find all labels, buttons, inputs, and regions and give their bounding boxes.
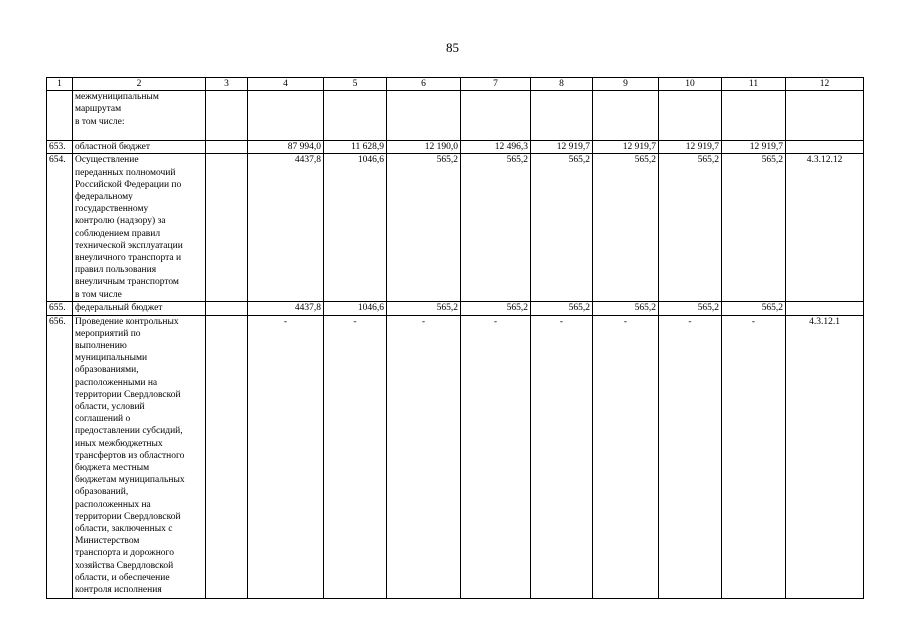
cell: [248, 91, 324, 141]
header-cell: 10: [659, 78, 722, 91]
cell: 12 919,7: [659, 141, 722, 154]
header-cell: 7: [461, 78, 531, 91]
cell: [786, 141, 864, 154]
cell: 565,2: [531, 302, 593, 315]
row-description: Проведение контрольных мероприятий по выполнению муниципальными образованиями, расположенными на территории Свердловской области, условий соглашений о предоставлении субсидий, иных межбюджетных трансфертов из областного бюджета местным бюджетам муниципальных образований, расположенных на территории Свердловской области, заключенных с Министерством транспорта и дорожного хозяйства Свердловской области, и обеспечение контроля исполнения: [73, 315, 206, 598]
cell: 565,2: [659, 154, 722, 302]
row-number: [47, 91, 73, 141]
header-cell: 9: [593, 78, 659, 91]
cell: 565,2: [659, 302, 722, 315]
cell: 87 994,0: [248, 141, 324, 154]
cell: 565,2: [531, 154, 593, 302]
cell: -: [659, 315, 722, 598]
row-number: 655.: [47, 302, 73, 315]
cell: 565,2: [593, 154, 659, 302]
table-row: [47, 141, 864, 154]
table-row: [47, 302, 864, 315]
page-number: 85: [446, 40, 459, 55]
header-cell: 12: [786, 78, 864, 91]
cell: [206, 302, 248, 315]
cell: -: [248, 315, 324, 598]
row-description: межмуниципальным маршрутам в том числе:: [73, 91, 206, 141]
cell: 4437,8: [248, 154, 324, 302]
header-cell: 1: [47, 78, 73, 91]
cell: [387, 91, 461, 141]
cell: -: [387, 315, 461, 598]
row-description: Осуществление переданных полномочий Российской Федерации по федеральному государственному контролю (надзору) за соблюдением правил технической эксплуатации внеуличного транспорта и правил пользования внеуличным транспортом в том числе: [73, 154, 206, 302]
cell: 12 919,7: [593, 141, 659, 154]
row-number: 654.: [47, 154, 73, 302]
cell: 565,2: [461, 154, 531, 302]
cell: 12 919,7: [722, 141, 786, 154]
row-number: 653.: [47, 141, 73, 154]
cell: 1046,6: [324, 154, 387, 302]
cell: -: [593, 315, 659, 598]
cell: 565,2: [461, 302, 531, 315]
cell: -: [531, 315, 593, 598]
header-cell: 5: [324, 78, 387, 91]
cell: [324, 91, 387, 141]
table-row: [47, 154, 864, 302]
cell: [786, 91, 864, 141]
cell: -: [461, 315, 531, 598]
cell: [206, 91, 248, 141]
cell: [722, 91, 786, 141]
header-cell: 3: [206, 78, 248, 91]
cell: 4437,8: [248, 302, 324, 315]
cell: [659, 91, 722, 141]
cell: [786, 302, 864, 315]
cell: 12 190,0: [387, 141, 461, 154]
cell: 565,2: [722, 302, 786, 315]
header-cell: 6: [387, 78, 461, 91]
cell: [593, 91, 659, 141]
cell: 565,2: [593, 302, 659, 315]
cell: 11 628,9: [324, 141, 387, 154]
row-description: областной бюджет: [73, 141, 206, 154]
cell: 565,2: [387, 154, 461, 302]
cell: [206, 154, 248, 302]
budget-table: [46, 77, 864, 599]
cell: 565,2: [722, 154, 786, 302]
table-row: [47, 91, 864, 141]
row-description: федеральный бюджет: [73, 302, 206, 315]
header-cell: 2: [73, 78, 206, 91]
cell: -: [324, 315, 387, 598]
row-number: 656.: [47, 315, 73, 598]
header-row: [47, 78, 864, 91]
header-cell: 11: [722, 78, 786, 91]
cell: 4.3.12.12: [786, 154, 864, 302]
header-cell: 4: [248, 78, 324, 91]
cell: 1046,6: [324, 302, 387, 315]
cell: 12 496,3: [461, 141, 531, 154]
cell: [461, 91, 531, 141]
cell: [206, 141, 248, 154]
cell: 565,2: [387, 302, 461, 315]
cell: [206, 315, 248, 598]
cell: [531, 91, 593, 141]
cell: 12 919,7: [531, 141, 593, 154]
header-cell: 8: [531, 78, 593, 91]
cell: 4.3.12.1: [786, 315, 864, 598]
cell: -: [722, 315, 786, 598]
table-row: [47, 315, 864, 598]
